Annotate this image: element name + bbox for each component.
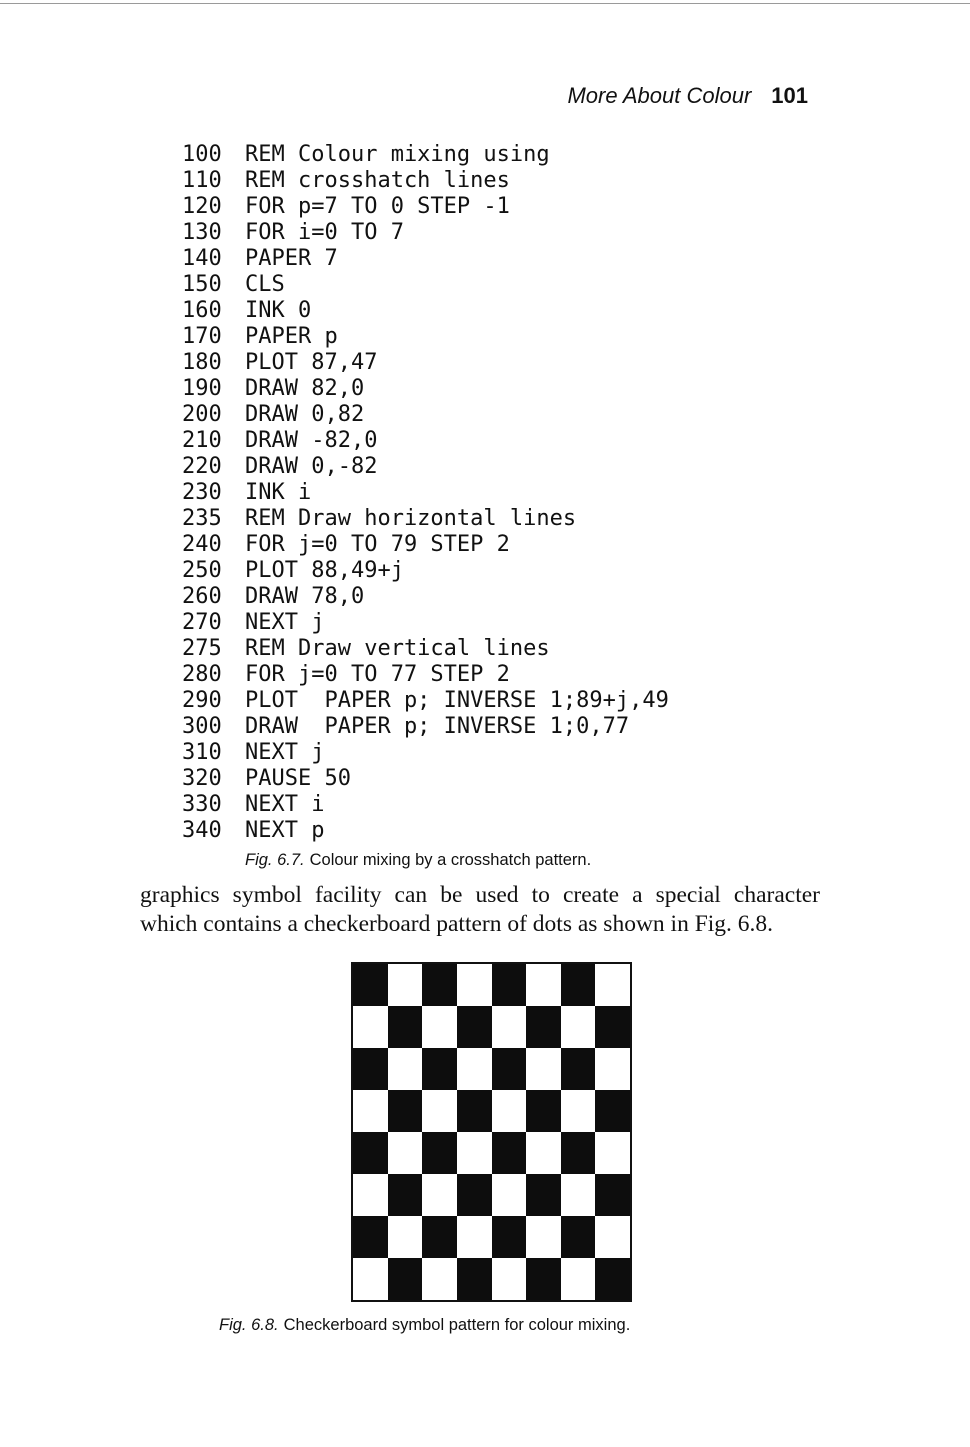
code-line [182,610,669,636]
checker-cell-light [353,1258,388,1300]
code-line [182,506,669,532]
code-text: PAPER p [245,324,338,349]
body-line: graphics symbol facility can be used to create a special character [140,882,820,908]
checker-cell-dark [353,1132,388,1174]
code-text: FOR j=0 TO 79 STEP 2 [245,532,510,557]
code-text: FOR p=7 TO 0 STEP -1 [245,194,510,219]
checker-cell-dark [526,1090,561,1132]
code-text: DRAW 82,0 [245,376,365,401]
checker-cell-dark [457,1006,492,1048]
checker-cell-light [595,964,630,1006]
line-number: 210 [182,428,222,453]
checker-cell-light [492,1174,527,1216]
checker-cell-light [422,1090,457,1132]
line-number: 240 [182,532,222,557]
figure-6-8-caption-text: Checkerboard symbol pattern for colour mixing. [283,1316,631,1334]
code-line [182,402,669,428]
line-number: 200 [182,402,222,427]
checker-cell-dark [422,1216,457,1258]
line-number: 275 [182,636,222,661]
code-text: INK 0 [245,298,312,323]
code-text: REM Draw horizontal lines [245,506,577,531]
code-line [182,142,669,168]
checker-cell-dark [388,1090,423,1132]
checker-cell-light [561,1006,596,1048]
line-number: 300 [182,714,222,739]
checker-cell-light [492,1258,527,1300]
checker-cell-dark [457,1090,492,1132]
line-number: 230 [182,480,222,505]
checker-cell-light [388,1048,423,1090]
line-number: 110 [182,168,222,193]
checker-cell-light [422,1174,457,1216]
code-line [182,818,669,844]
checker-cell-light [492,1006,527,1048]
code-text: DRAW 0,82 [245,402,365,427]
line-number: 190 [182,376,222,401]
checker-cell-dark [422,964,457,1006]
checker-cell-dark [526,1174,561,1216]
checker-cell-light [526,1048,561,1090]
checker-cell-dark [388,1006,423,1048]
checker-cell-dark [422,1132,457,1174]
code-line [182,636,669,662]
line-number: 100 [182,142,222,167]
checker-cell-light [388,964,423,1006]
checker-cell-dark [595,1258,630,1300]
checkerboard-figure [351,962,632,1302]
checker-cell-dark [561,964,596,1006]
checker-cell-light [561,1258,596,1300]
code-line [182,324,669,350]
checker-cell-dark [353,964,388,1006]
code-text: REM Colour mixing using [245,142,550,167]
code-text: DRAW PAPER p; INVERSE 1;0,77 [245,714,630,739]
checker-cell-light [422,1006,457,1048]
code-text: PLOT PAPER p; INVERSE 1;89+j,49 [245,688,669,713]
checker-cell-dark [492,1132,527,1174]
code-line [182,194,669,220]
checker-cell-dark [595,1006,630,1048]
checker-cell-light [457,964,492,1006]
figure-6-8-caption [219,1314,630,1336]
code-line [182,480,669,506]
checker-cell-dark [595,1090,630,1132]
code-line [182,714,669,740]
line-number: 160 [182,298,222,323]
checker-cell-dark [388,1258,423,1300]
line-number: 170 [182,324,222,349]
checker-cell-light [492,1090,527,1132]
code-text: DRAW 78,0 [245,584,365,609]
checker-cell-light [353,1174,388,1216]
code-text: NEXT j [245,610,325,635]
code-line [182,168,669,194]
line-number: 180 [182,350,222,375]
line-number: 260 [182,584,222,609]
body-line: which contains a checkerboard pattern of dots as shown in Fig. 6.8. [140,911,774,937]
code-line [182,532,669,558]
running-head-title: More About Colour [567,83,752,108]
checker-cell-dark [388,1174,423,1216]
figure-6-8-label: Fig. 6.8. [219,1316,279,1334]
code-line [182,558,669,584]
checker-cell-dark [561,1132,596,1174]
page-number: 101 [771,83,808,108]
basic-program-listing [182,142,669,844]
figure-6-7-label: Fig. 6.7. [245,851,305,869]
checker-cell-dark [457,1174,492,1216]
checker-cell-light [595,1132,630,1174]
checker-cell-dark [422,1048,457,1090]
line-number: 330 [182,792,222,817]
figure-6-7-caption-text: Colour mixing by a crosshatch pattern. [309,851,592,869]
code-text: INK i [245,480,312,505]
checker-cell-dark [526,1258,561,1300]
code-line [182,740,669,766]
code-line [182,792,669,818]
line-number: 220 [182,454,222,479]
checker-cell-dark [492,1216,527,1258]
code-line [182,584,669,610]
code-text: NEXT p [245,818,325,843]
code-text: DRAW -82,0 [245,428,378,453]
code-line [182,272,669,298]
code-line [182,454,669,480]
checker-cell-light [595,1216,630,1258]
checker-cell-dark [595,1174,630,1216]
checker-cell-light [561,1174,596,1216]
figure-6-7-caption [245,849,591,871]
line-number: 140 [182,246,222,271]
checker-cell-light [353,1090,388,1132]
page-top-rule [0,3,970,4]
checker-cell-dark [526,1006,561,1048]
code-text: PAPER 7 [245,246,338,271]
checker-cell-dark [561,1048,596,1090]
line-number: 280 [182,662,222,687]
checker-cell-light [526,1216,561,1258]
code-text: NEXT i [245,792,325,817]
code-text: NEXT j [245,740,325,765]
code-text: DRAW 0,-82 [245,454,378,479]
line-number: 340 [182,818,222,843]
checker-cell-dark [561,1216,596,1258]
code-line [182,298,669,324]
code-line [182,376,669,402]
line-number: 150 [182,272,222,297]
checker-cell-dark [353,1048,388,1090]
line-number: 290 [182,688,222,713]
code-line [182,766,669,792]
line-number: 310 [182,740,222,765]
code-text: REM crosshatch lines [245,168,510,193]
running-head [567,82,808,110]
code-line [182,662,669,688]
checker-cell-light [457,1132,492,1174]
checker-cell-light [388,1216,423,1258]
checker-cell-light [422,1258,457,1300]
code-line [182,350,669,376]
checker-cell-light [353,1006,388,1048]
checker-cell-dark [353,1216,388,1258]
checker-cell-dark [457,1258,492,1300]
checker-cell-light [526,1132,561,1174]
checker-cell-dark [492,1048,527,1090]
line-number: 235 [182,506,222,531]
line-number: 130 [182,220,222,245]
checker-cell-light [457,1048,492,1090]
checker-cell-light [595,1048,630,1090]
code-text: REM Draw vertical lines [245,636,550,661]
code-text: PAUSE 50 [245,766,351,791]
code-line [182,688,669,714]
code-text: FOR j=0 TO 77 STEP 2 [245,662,510,687]
line-number: 250 [182,558,222,583]
code-text: CLS [245,272,285,297]
code-line [182,428,669,454]
line-number: 270 [182,610,222,635]
code-line [182,246,669,272]
code-text: PLOT 87,47 [245,350,378,375]
code-text: PLOT 88,49+j [245,558,404,583]
checker-cell-light [457,1216,492,1258]
code-text: FOR i=0 TO 7 [245,220,404,245]
code-line [182,220,669,246]
checker-cell-light [388,1132,423,1174]
checker-cell-light [561,1090,596,1132]
line-number: 320 [182,766,222,791]
body-paragraph [140,881,820,939]
line-number: 120 [182,194,222,219]
checker-cell-light [526,964,561,1006]
checker-cell-dark [492,964,527,1006]
